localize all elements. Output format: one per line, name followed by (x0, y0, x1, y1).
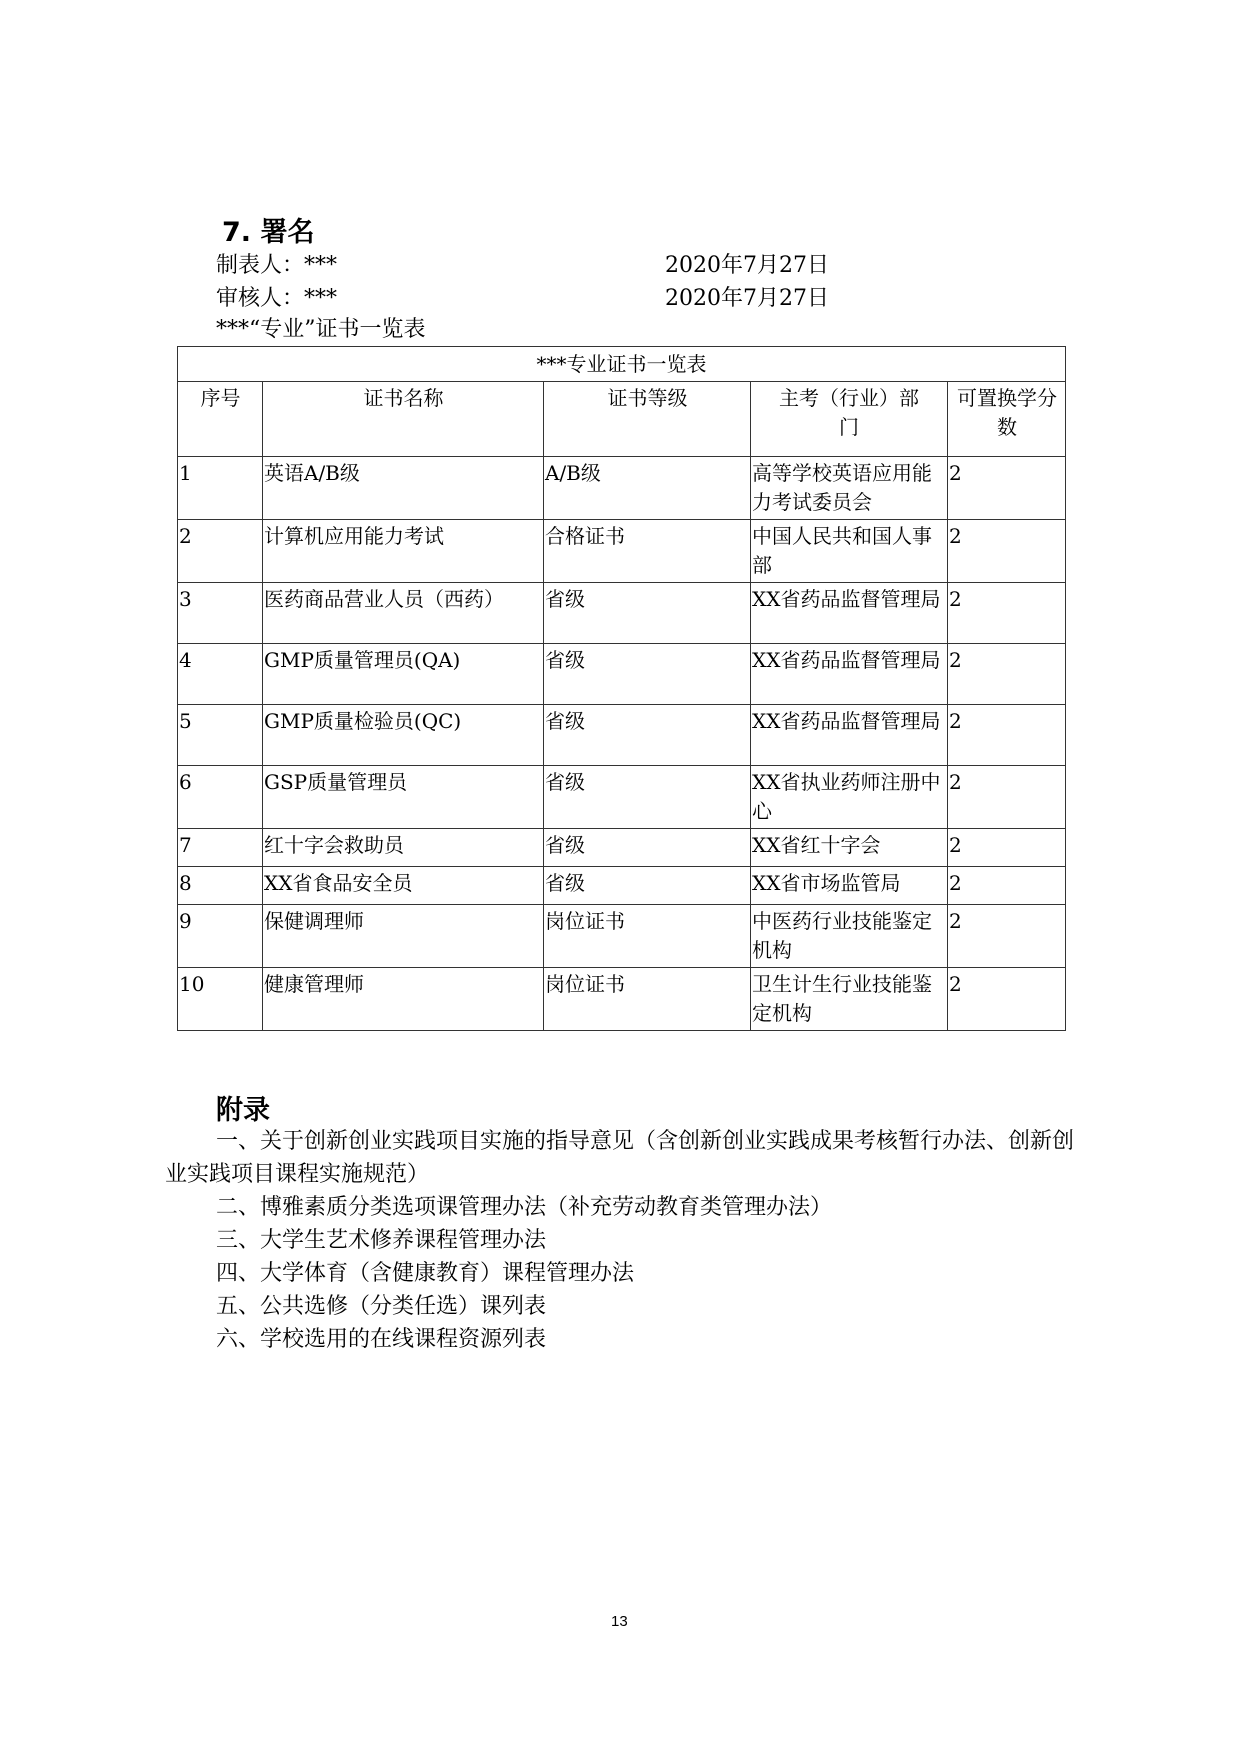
table-row (178, 457, 1066, 520)
cell-level: 省级 (544, 705, 751, 766)
cell-name: 健康管理师 (263, 968, 544, 1031)
cell-credit: 2 (948, 968, 1066, 1031)
cell-credit: 2 (948, 705, 1066, 766)
cell-name: 医药商品营业人员（西药） (263, 583, 544, 644)
cell-level: 省级 (544, 583, 751, 644)
cell-dept: 高等学校英语应用能力考试委员会 (751, 457, 948, 520)
reviewer-label: 审核人：*** (216, 286, 338, 311)
cell-no: 1 (178, 457, 263, 520)
cell-dept: XX省执业药师注册中心 (751, 766, 948, 829)
header-credit: 可置换学分数 (948, 382, 1066, 457)
cell-dept: XX省市场监管局 (751, 867, 948, 905)
preparer-label: 制表人：*** (216, 253, 338, 278)
header-dept: 主考（行业）部门 (751, 382, 948, 457)
table-row (178, 705, 1066, 766)
cell-name: 计算机应用能力考试 (263, 520, 544, 583)
cell-no: 6 (178, 766, 263, 829)
cell-name: 英语A/B级 (263, 457, 544, 520)
cell-level: 省级 (544, 829, 751, 867)
cell-level: 岗位证书 (544, 905, 751, 968)
cell-dept: XX省药品监督管理局 (751, 644, 948, 705)
cell-level: 岗位证书 (544, 968, 751, 1031)
cell-level: 省级 (544, 867, 751, 905)
appendix-item: 三、大学生艺术修养课程管理办法 (216, 1228, 547, 1253)
cell-no: 9 (178, 905, 263, 968)
cell-no: 4 (178, 644, 263, 705)
appendix-item: 五、公共选修（分类任选）课列表 (216, 1294, 547, 1319)
table-header-row (178, 382, 1066, 457)
cell-no: 7 (178, 829, 263, 867)
cell-credit: 2 (948, 867, 1066, 905)
cell-credit: 2 (948, 766, 1066, 829)
appendix-list (165, 1125, 1075, 1356)
table-intro: ***“专业”证书一览表 (216, 317, 426, 342)
cell-dept: XX省红十字会 (751, 829, 948, 867)
table-row (178, 829, 1066, 867)
appendix-item: 六、学校选用的在线课程资源列表 (216, 1327, 547, 1352)
appendix-item: 一、关于创新创业实践项目实施的指导意见（含创新创业实践成果考核暂行办法、创新创业实践项目课程实施规范） (165, 1129, 1075, 1187)
table-row (178, 583, 1066, 644)
cell-credit: 2 (948, 829, 1066, 867)
header-level: 证书等级 (544, 382, 751, 457)
cell-credit: 2 (948, 457, 1066, 520)
cell-level: A/B级 (544, 457, 751, 520)
cell-dept: XX省药品监督管理局 (751, 583, 948, 644)
appendix-title: 附录 (216, 1095, 270, 1126)
cell-no: 2 (178, 520, 263, 583)
cell-name: GMP质量检验员(QC) (263, 705, 544, 766)
cell-dept: 中国人民共和国人事部 (751, 520, 948, 583)
table-row (178, 905, 1066, 968)
cell-no: 5 (178, 705, 263, 766)
cell-level: 省级 (544, 644, 751, 705)
reviewer-date: 2020年7月27日 (665, 286, 829, 311)
table-caption: ***专业证书一览表 (178, 347, 1066, 382)
header-name: 证书名称 (263, 382, 544, 457)
cell-name: 保健调理师 (263, 905, 544, 968)
cell-name: GSP质量管理员 (263, 766, 544, 829)
table-row (178, 867, 1066, 905)
appendix-item: 二、博雅素质分类选项课管理办法（补充劳动教育类管理办法） (216, 1195, 833, 1220)
cell-name: GMP质量管理员(QA) (263, 644, 544, 705)
cell-credit: 2 (948, 644, 1066, 705)
cell-name: 红十字会救助员 (263, 829, 544, 867)
table-row (178, 968, 1066, 1031)
table-row (178, 766, 1066, 829)
table-row (178, 520, 1066, 583)
table-row (178, 644, 1066, 705)
cell-no: 3 (178, 583, 263, 644)
cell-dept: 卫生计生行业技能鉴定机构 (751, 968, 948, 1031)
cell-credit: 2 (948, 905, 1066, 968)
preparer-date: 2020年7月27日 (665, 253, 829, 278)
page-number: 13 (611, 1613, 628, 1630)
cell-credit: 2 (948, 583, 1066, 644)
header-no: 序号 (178, 382, 263, 457)
cell-dept: XX省药品监督管理局 (751, 705, 948, 766)
section-title: 7. 署名 (222, 217, 315, 248)
cell-level: 省级 (544, 766, 751, 829)
cell-no: 10 (178, 968, 263, 1031)
cell-no: 8 (178, 867, 263, 905)
cell-credit: 2 (948, 520, 1066, 583)
cell-dept: 中医药行业技能鉴定机构 (751, 905, 948, 968)
cell-name: XX省食品安全员 (263, 867, 544, 905)
appendix-item: 四、大学体育（含健康教育）课程管理办法 (216, 1261, 635, 1286)
certificate-table (177, 346, 1066, 1031)
cell-level: 合格证书 (544, 520, 751, 583)
